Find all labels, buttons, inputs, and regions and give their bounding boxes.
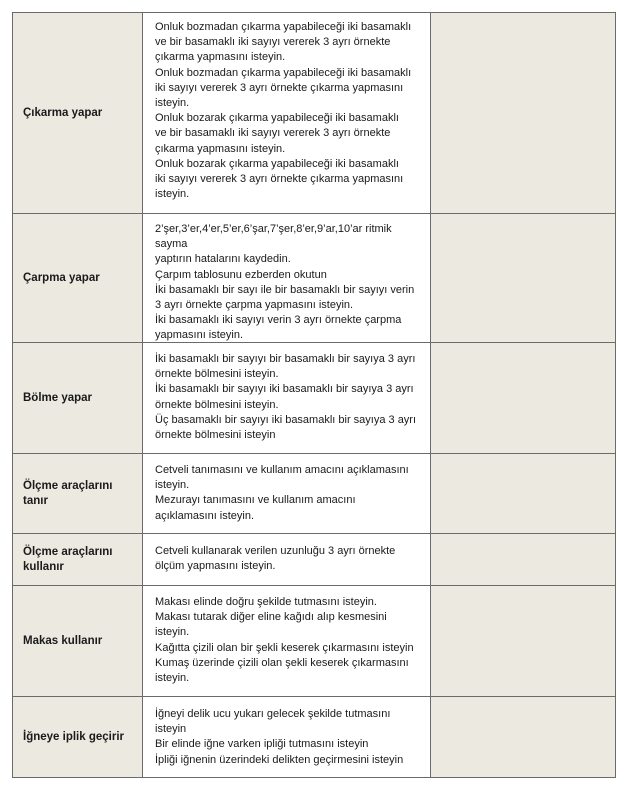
skill-label (13, 697, 143, 777)
skill-label-text: Ölçme araçlarını kullanır (23, 545, 113, 573)
table-row (13, 697, 615, 778)
notes-cell (431, 534, 615, 585)
activity-item: Çarpım tablosunu ezberden okutun (155, 268, 327, 281)
skill-label-text: İğneye iplik geçirir (23, 730, 124, 743)
activity-cell (143, 343, 431, 453)
skills-table (12, 12, 616, 778)
skill-label-text: Çıkarma yapar (23, 106, 103, 119)
activity-item: Üç basamaklı bir sayıyı iki basamaklı bir sayıya 3 ayrı örnekte bölmesini isteyin (155, 413, 417, 442)
table-row (13, 13, 615, 214)
activity-item: Onluk bozarak çıkarma yapabileceği iki basamaklı iki sayıyı vererek 3 ayrı örnekte çıkarma yapmasını isteyin. (155, 157, 404, 201)
skill-label (13, 454, 143, 533)
activity-item: Onluk bozmadan çıkarma yapabileceği iki basamaklı ve bir basamaklı iki sayıyı vererek 3 ayrı örnekte çıkarma yapmasını isteyin. (155, 21, 412, 64)
notes-cell (431, 214, 615, 342)
notes-cell (431, 586, 615, 696)
skill-label-text: Makas kullanır (23, 634, 103, 647)
activity-cell (143, 13, 431, 213)
skill-label (13, 214, 143, 342)
skill-label-text: Ölçme araçlarını tanır (23, 479, 113, 507)
skill-label (13, 13, 143, 213)
skill-label (13, 586, 143, 696)
skill-label (13, 534, 143, 585)
table-row (13, 214, 615, 343)
table-row (13, 454, 615, 534)
activity-item: İpliği iğnenin üzerindeki delikten geçirmesini isteyin (155, 753, 404, 766)
activity-item: İki basamaklı bir sayıyı bir basamaklı bir sayıya 3 ayrı örnekte bölmesini isteyin. (155, 353, 416, 381)
activity-cell (143, 534, 431, 585)
activity-item: 2’şer,3’er,4’er,5’er,6’şar,7’şer,8’er,9’ar,10’ar ritmik sayma yaptırın hatalarını kaydedin. (155, 223, 392, 266)
activity-item: Kumaş üzerinde çizili olan şekli keserek çıkarmasını isteyin. (155, 656, 409, 685)
activity-item: Cetveli kullanarak verilen uzunluğu 3 ayrı örnekte ölçüm yapmasını isteyin. (155, 545, 396, 573)
skill-label-text: Bölme yapar (23, 391, 93, 404)
activity-item: Makası elinde doğru şekilde tutmasını isteyin. (155, 596, 377, 608)
notes-cell (431, 343, 615, 453)
activity-item: İki basamaklı bir sayıyı iki basamaklı bir sayıya 3 ayrı örnekte bölmesini isteyin. (155, 383, 414, 411)
activity-item: Onluk bozarak çıkarma yapabileceği iki basamaklı ve bir basamaklı iki sayıyı vererek 3 ayrı örnekte çıkarma yapmasını isteyin. (155, 112, 399, 155)
activity-item: Bir elinde iğne varken ipliği tutmasını isteyin (155, 738, 369, 751)
activity-item: İğneyi delik ucu yukarı gelecek şekilde tutmasını isteyin (155, 708, 391, 736)
notes-cell (431, 13, 615, 213)
activity-item: Mezurayı tanımasını ve kullanım amacını açıklamasını isteyin. (155, 494, 356, 522)
skill-label-text: Çarpma yapar (23, 271, 100, 284)
activity-item: Makası tutarak diğer eline kağıdı alıp kesmesini isteyin. (155, 611, 387, 639)
activity-item: Kağıtta çizili olan bir şekli keserek çıkarmasını isteyin (155, 641, 414, 654)
activity-cell (143, 586, 431, 696)
activity-item: Onluk bozmadan çıkarma yapabileceği iki basamaklı iki sayıyı vererek 3 ayrı örnekte çıkarma yapmasını isteyin. (155, 66, 412, 110)
activity-cell (143, 454, 431, 533)
notes-cell (431, 454, 615, 533)
activity-cell (143, 214, 431, 342)
activity-item: İki basamaklı bir sayı ile bir basamaklı bir sayıyı verin 3 ayrı örnekte çarpma yapmasını isteyin. (155, 283, 415, 312)
activity-item: Cetveli tanımasını ve kullanım amacını açıklamasını isteyin. (155, 464, 409, 492)
table-row (13, 534, 615, 586)
table-row (13, 343, 615, 454)
activity-cell (143, 697, 431, 777)
activity-item: İki basamaklı iki sayıyı verin 3 ayrı örnekte çarpma yapmasını isteyin. (155, 314, 402, 342)
table-row (13, 586, 615, 697)
skill-label (13, 343, 143, 453)
notes-cell (431, 697, 615, 777)
